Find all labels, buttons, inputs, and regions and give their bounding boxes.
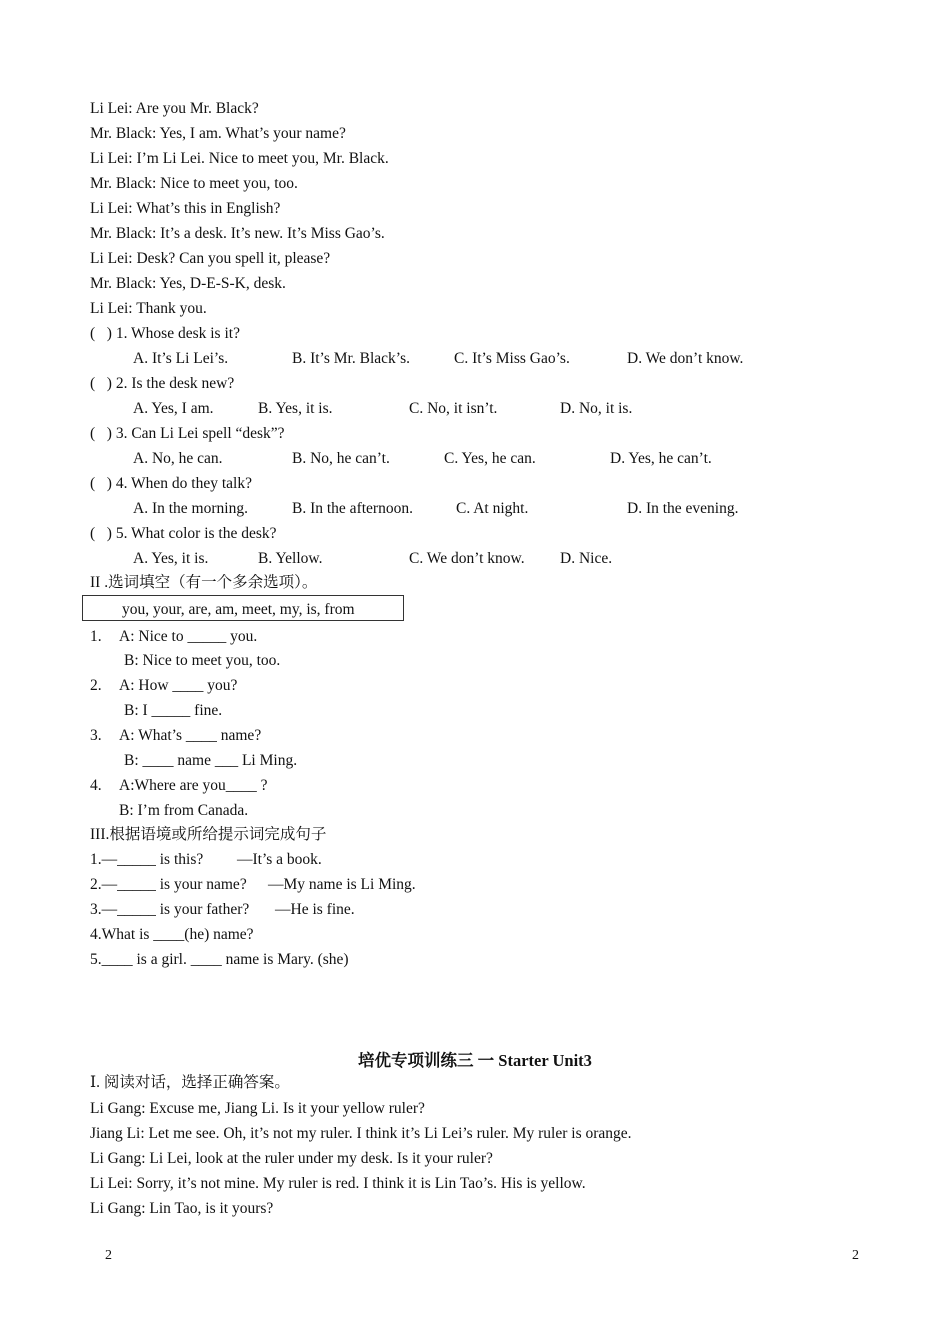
question-stem: ( ) 2. Is the desk new? (90, 375, 235, 392)
item-line-a: A:Where are you____ ? (119, 777, 268, 794)
dialogue-line: Li Lei: What’s this in English? (90, 200, 281, 217)
option-c: C. We don’t know. (409, 550, 525, 567)
dialogue-line: Li Lei: Desk? Can you spell it, please? (90, 250, 331, 267)
sentence-question: 5.____ is a girl. ____ name is Mary. (she) (90, 951, 349, 968)
option-a: A. It’s Li Lei’s. (133, 350, 229, 367)
option-d: D. No, it is. (560, 400, 633, 417)
question-stem: ( ) 4. When do they talk? (90, 475, 252, 492)
sentence-question: 2.—_____ is your name? (90, 876, 247, 893)
item-number: 1. (90, 628, 102, 645)
item-line-b: B: I’m from Canada. (119, 802, 249, 819)
item-number: 4. (90, 777, 102, 794)
item-line-a: A: Nice to _____ you. (119, 628, 258, 645)
sentence-answer: —He is fine. (275, 901, 355, 918)
dialogue-line: Mr. Black: Nice to meet you, too. (90, 175, 298, 192)
page-number-left: 2 (105, 1248, 112, 1263)
item-line-b: B: ____ name ___ Li Ming. (124, 752, 298, 769)
sentence-answer: —It’s a book. (237, 851, 322, 868)
option-a: A. No, he can. (133, 450, 223, 467)
dialogue-line: Li Lei: Thank you. (90, 300, 207, 317)
option-b: B. In the afternoon. (292, 500, 413, 517)
option-d: D. Nice. (560, 550, 613, 567)
dialogue-line: Mr. Black: Yes, I am. What’s your name? (90, 125, 346, 142)
option-a: A. Yes, it is. (133, 550, 209, 567)
page-title: 培优专项训练三 一 Starter Unit3 (358, 1051, 592, 1070)
dialogue-line: Li Lei: Sorry, it’s not mine. My ruler is red. I think it is Lin Tao’s. His is yellow. (90, 1175, 586, 1192)
option-b: B. It’s Mr. Black’s. (292, 350, 410, 367)
item-line-b: B: I _____ fine. (124, 702, 223, 719)
option-c: C. At night. (456, 500, 529, 517)
item-line-a: A: What’s ____ name? (119, 727, 262, 744)
option-b: B. Yes, it is. (258, 400, 333, 417)
option-b: B. No, he can’t. (292, 450, 390, 467)
option-a: A. Yes, I am. (133, 400, 214, 417)
word-box-text: you, your, are, am, meet, my, is, from (122, 601, 355, 618)
item-number: 2. (90, 677, 102, 694)
section-heading: Ⅰ. 阅读对话，选择正确答案。 (90, 1074, 290, 1091)
option-d: D. Yes, he can’t. (610, 450, 712, 467)
dialogue-line: Li Lei: I’m Li Lei. Nice to meet you, Mr. Black. (90, 150, 389, 167)
item-line-b: B: Nice to meet you, too. (124, 652, 281, 669)
dialogue-line: Li Gang: Excuse me, Jiang Li. Is it your yellow ruler? (90, 1100, 425, 1117)
section-heading: II .选词填空（有一个多余选项）。 (90, 574, 318, 591)
dialogue-line: Li Lei: Are you Mr. Black? (90, 100, 259, 117)
item-number: 3. (90, 727, 102, 744)
option-d: D. In the evening. (627, 500, 739, 517)
option-c: C. No, it isn’t. (409, 400, 498, 417)
option-c: C. Yes, he can. (444, 450, 536, 467)
dialogue-line: Li Gang: Li Lei, look at the ruler under my desk. Is it your ruler? (90, 1150, 493, 1167)
option-b: B. Yellow. (258, 550, 323, 567)
sentence-question: 3.—_____ is your father? (90, 901, 250, 918)
dialogue-line: Mr. Black: Yes, D-E-S-K, desk. (90, 275, 286, 292)
page-number-right: 2 (852, 1248, 859, 1263)
option-a: A. In the morning. (133, 500, 248, 517)
sentence-question: 1.—_____ is this? (90, 851, 204, 868)
question-stem: ( ) 5. What color is the desk? (90, 525, 277, 542)
option-c: C. It’s Miss Gao’s. (454, 350, 570, 367)
sentence-answer: —My name is Li Ming. (268, 876, 416, 893)
item-line-a: A: How ____ you? (119, 677, 238, 694)
dialogue-line: Mr. Black: It’s a desk. It’s new. It’s Miss Gao’s. (90, 225, 385, 242)
section-heading: III.根据语境或所给提示词完成句子 (90, 826, 327, 843)
dialogue-line: Li Gang: Lin Tao, is it yours? (90, 1200, 274, 1217)
question-stem: ( ) 3. Can Li Lei spell “desk”? (90, 425, 285, 442)
question-stem: ( ) 1. Whose desk is it? (90, 325, 240, 342)
dialogue-line: Jiang Li: Let me see. Oh, it’s not my ruler. I think it’s Li Lei’s ruler. My ruler is orange. (90, 1125, 632, 1142)
option-d: D. We don’t know. (627, 350, 744, 367)
sentence-question: 4.What is ____(he) name? (90, 926, 254, 943)
